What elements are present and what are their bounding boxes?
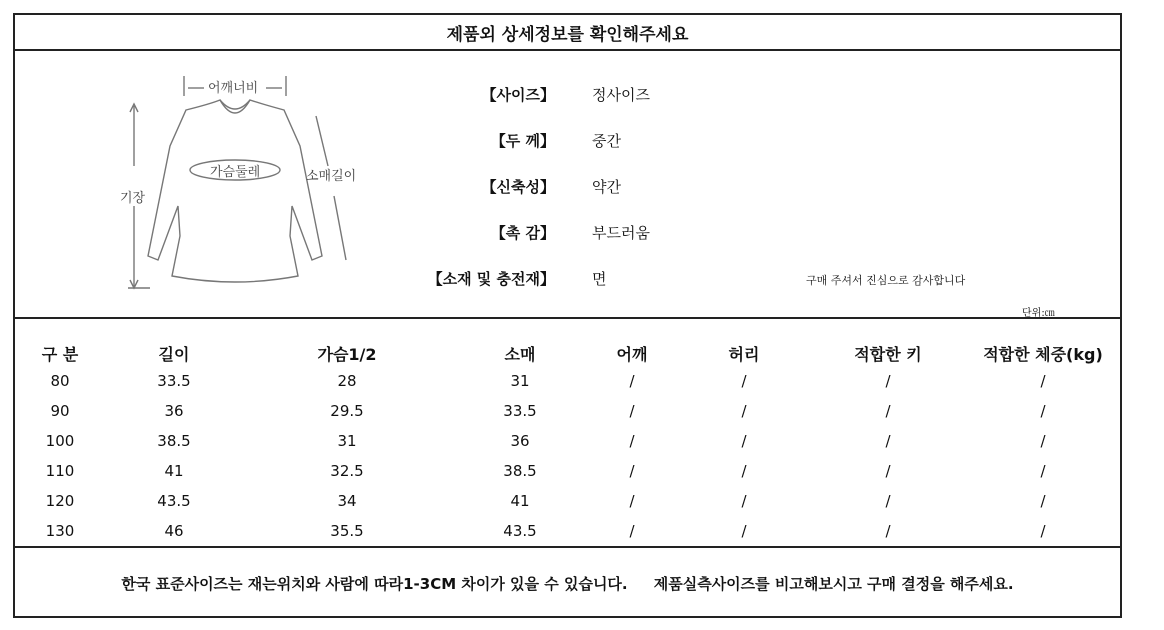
table-cell: / xyxy=(629,372,635,390)
table-cell: 34 xyxy=(337,492,357,510)
table-cell: 33.5 xyxy=(157,372,191,390)
info-value: 부드러움 xyxy=(592,224,650,242)
diagram-label-shoulder: 어깨너비 xyxy=(208,81,259,96)
table-cell: / xyxy=(629,432,635,450)
info-label: 【소재 및 충전재】 xyxy=(427,270,555,288)
table-cell: 41 xyxy=(164,462,184,480)
table-cell: 110 xyxy=(45,462,75,480)
info-value: 정사이즈 xyxy=(592,86,650,104)
table-cell: 36 xyxy=(164,402,184,420)
table-cell: / xyxy=(629,462,635,480)
garment-measurement-diagram xyxy=(100,66,380,306)
table-cell: 31 xyxy=(337,432,357,450)
table-cell: / xyxy=(1040,432,1046,450)
table-cell: 36 xyxy=(510,432,530,450)
table-cell: 31 xyxy=(510,372,530,390)
table-cell: 38.5 xyxy=(503,462,537,480)
col-header-chest: 가슴1/2 xyxy=(317,345,377,364)
footer-note: 한국 표준사이즈는 재는위치와 사람에 따라1-3CM 차이가 있을 수 있습니다. 제품실측사이즈를 비고해보시고 구매 결정을 해주세요. xyxy=(121,574,1014,593)
table-cell: / xyxy=(741,522,747,540)
table-cell: / xyxy=(629,522,635,540)
info-row-stretch xyxy=(430,176,730,202)
table-cell: / xyxy=(1040,402,1046,420)
info-value: 면 xyxy=(592,270,607,288)
diagram-label-sleeve: 소매길이 xyxy=(306,169,357,184)
table-cell: / xyxy=(741,462,747,480)
table-cell: / xyxy=(629,402,635,420)
table-cell: / xyxy=(741,372,747,390)
col-header-fit-height: 적합한 키 xyxy=(854,345,922,364)
table-cell: / xyxy=(1040,492,1046,510)
info-label: 【사이즈】 xyxy=(481,86,555,104)
info-divider xyxy=(13,317,1122,319)
info-row-material xyxy=(427,268,730,294)
table-cell: 41 xyxy=(510,492,530,510)
table-cell: / xyxy=(885,492,891,510)
table-cell: / xyxy=(885,462,891,480)
diagram-label-chest: 가슴둘레 xyxy=(210,165,261,180)
info-value: 약간 xyxy=(592,178,621,196)
table-cell: 120 xyxy=(45,492,75,510)
diagram-label-length: 기장 xyxy=(120,191,146,206)
unit-label: 단위:㎝ xyxy=(1022,308,1055,319)
table-cell: 38.5 xyxy=(157,432,191,450)
col-header-shoulder: 어깨 xyxy=(616,345,648,364)
info-value: 중간 xyxy=(592,132,621,150)
table-cell: 43.5 xyxy=(157,492,191,510)
table-cell: / xyxy=(741,432,747,450)
col-header-size: 구 분 xyxy=(41,345,79,364)
info-label: 【두 께】 xyxy=(490,132,555,150)
table-cell: 90 xyxy=(50,402,70,420)
info-row-size xyxy=(430,84,730,110)
table-cell: 35.5 xyxy=(330,522,364,540)
table-cell: / xyxy=(741,492,747,510)
info-label: 【신축성】 xyxy=(481,178,555,196)
info-row-texture xyxy=(430,222,730,248)
table-cell: / xyxy=(885,522,891,540)
info-row-thickness xyxy=(430,130,730,156)
table-cell: / xyxy=(885,432,891,450)
table-cell: 130 xyxy=(45,522,75,540)
table-cell: / xyxy=(1040,522,1046,540)
table-cell: / xyxy=(1040,462,1046,480)
thanks-note: 구매 주셔서 진심으로 감사합니다 xyxy=(806,274,966,287)
table-cell: 32.5 xyxy=(330,462,364,480)
table-cell: / xyxy=(629,492,635,510)
table-cell: / xyxy=(885,402,891,420)
table-cell: 80 xyxy=(50,372,70,390)
table-cell: / xyxy=(885,372,891,390)
col-header-waist: 허리 xyxy=(728,345,760,364)
table-cell: 46 xyxy=(164,522,184,540)
col-header-sleeve: 소매 xyxy=(504,345,536,364)
table-cell: / xyxy=(741,402,747,420)
col-header-length: 길이 xyxy=(158,345,190,364)
col-header-fit-weight: 적합한 체중(kg) xyxy=(983,345,1103,364)
table-cell: 28 xyxy=(337,372,357,390)
table-cell: 29.5 xyxy=(330,402,364,420)
table-cell: 100 xyxy=(45,432,75,450)
table-cell: / xyxy=(1040,372,1046,390)
page-title: 제품외 상세정보를 확인해주세요 xyxy=(446,24,689,45)
title-divider xyxy=(13,49,1122,51)
info-label: 【촉 감】 xyxy=(490,224,555,242)
table-cell: 33.5 xyxy=(503,402,537,420)
table-cell: 43.5 xyxy=(503,522,537,540)
